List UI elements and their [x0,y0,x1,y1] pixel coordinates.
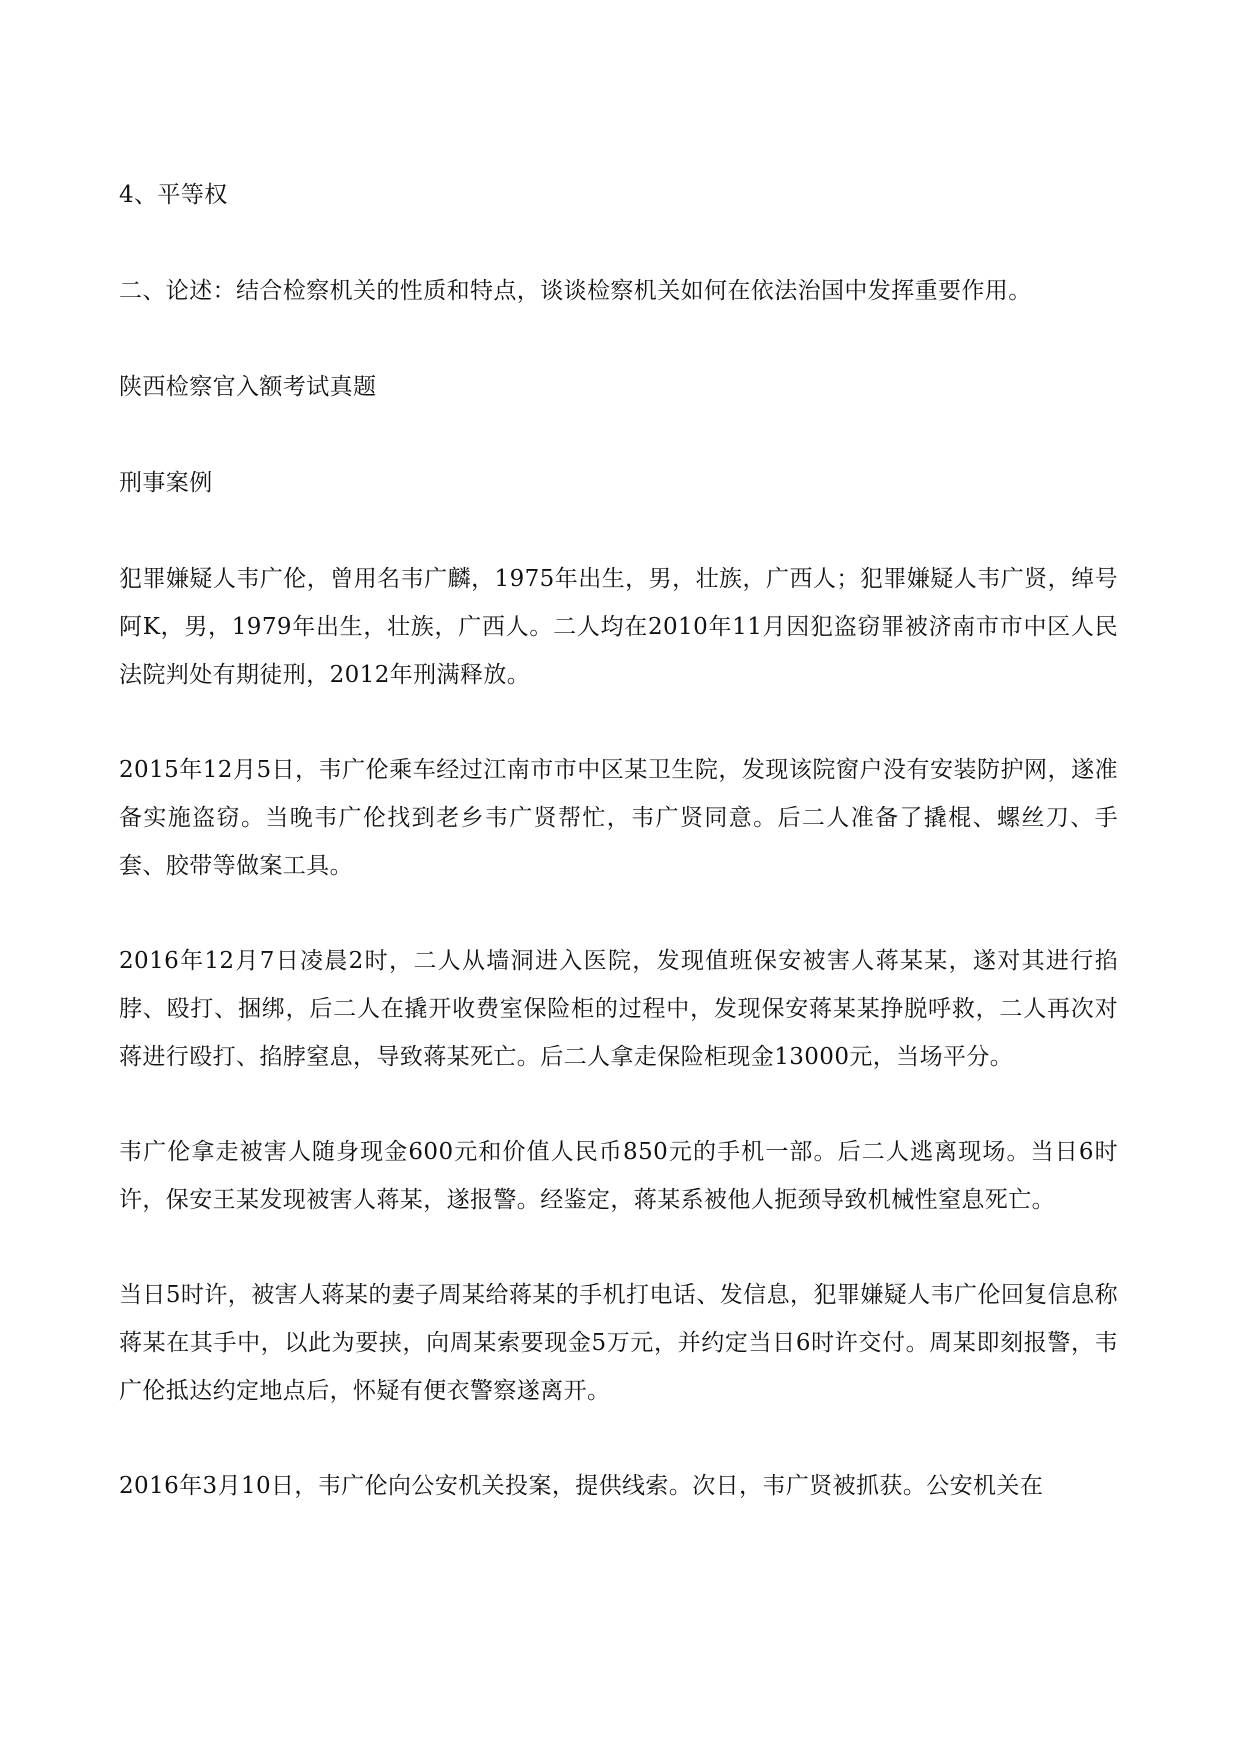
section-heading-equality-right: 4、平等权 [119,182,228,208]
case-paragraph-preparation: 2015年12月5日，韦广伦乘车经过江南市市中区某卫生院，发现该院窗户没有安装防护网，遂准备实施盗窃。当晚韦广伦找到老乡韦广贤帮忙，韦广贤同意。后二人准备了撬棍、螺丝刀、手套、胶带等做案工具。 [119,757,1118,879]
case-paragraph-suspects: 犯罪嫌疑人韦广伦，曾用名韦广麟，1975年出生，男，壮族，广西人；犯罪嫌疑人韦广贤，绰号阿K，男，1979年出生，壮族，广西人。二人均在2010年11月因犯盗窃罪被济南市市中区人民法院判处有期徒刑，2012年刑满释放。 [119,566,1118,688]
exam-title: 陕西检察官入额考试真题 [119,374,377,400]
case-heading: 刑事案例 [119,470,213,496]
case-paragraph-aftermath: 韦广伦拿走被害人随身现金600元和价值人民币850元的手机一部。后二人逃离现场。当日6时许，保安王某发现被害人蒋某，遂报警。经鉴定，蒋某系被他人扼颈导致机械性窒息死亡。 [119,1139,1118,1213]
essay-question: 二、论述：结合检察机关的性质和特点，谈谈检察机关如何在依法治国中发挥重要作用。 [119,278,1032,304]
case-paragraph-extortion: 当日5时许，被害人蒋某的妻子周某给蒋某的手机打电话、发信息，犯罪嫌疑人韦广伦回复信息称蒋某在其手中，以此为要挟，向周某索要现金5万元，并约定当日6时许交付。周某即刻报警，韦广伦抵达约定地点后，怀疑有便衣警察遂离开。 [119,1282,1118,1404]
document-body [119,171,1118,1510]
case-paragraph-robbery: 2016年12月7日凌晨2时，二人从墙洞进入医院，发现值班保安被害人蒋某某，遂对其进行掐脖、殴打、捆绑，后二人在撬开收费室保险柜的过程中，发现保安蒋某某挣脱呼救，二人再次对蒋进行殴打、掐脖窒息，导致蒋某死亡。后二人拿走保险柜现金13000元，当场平分。 [119,948,1118,1070]
case-paragraph-surrender: 2016年3月10日，韦广伦向公安机关投案，提供线索。次日，韦广贤被抓获。公安机关在 [119,1473,1044,1499]
